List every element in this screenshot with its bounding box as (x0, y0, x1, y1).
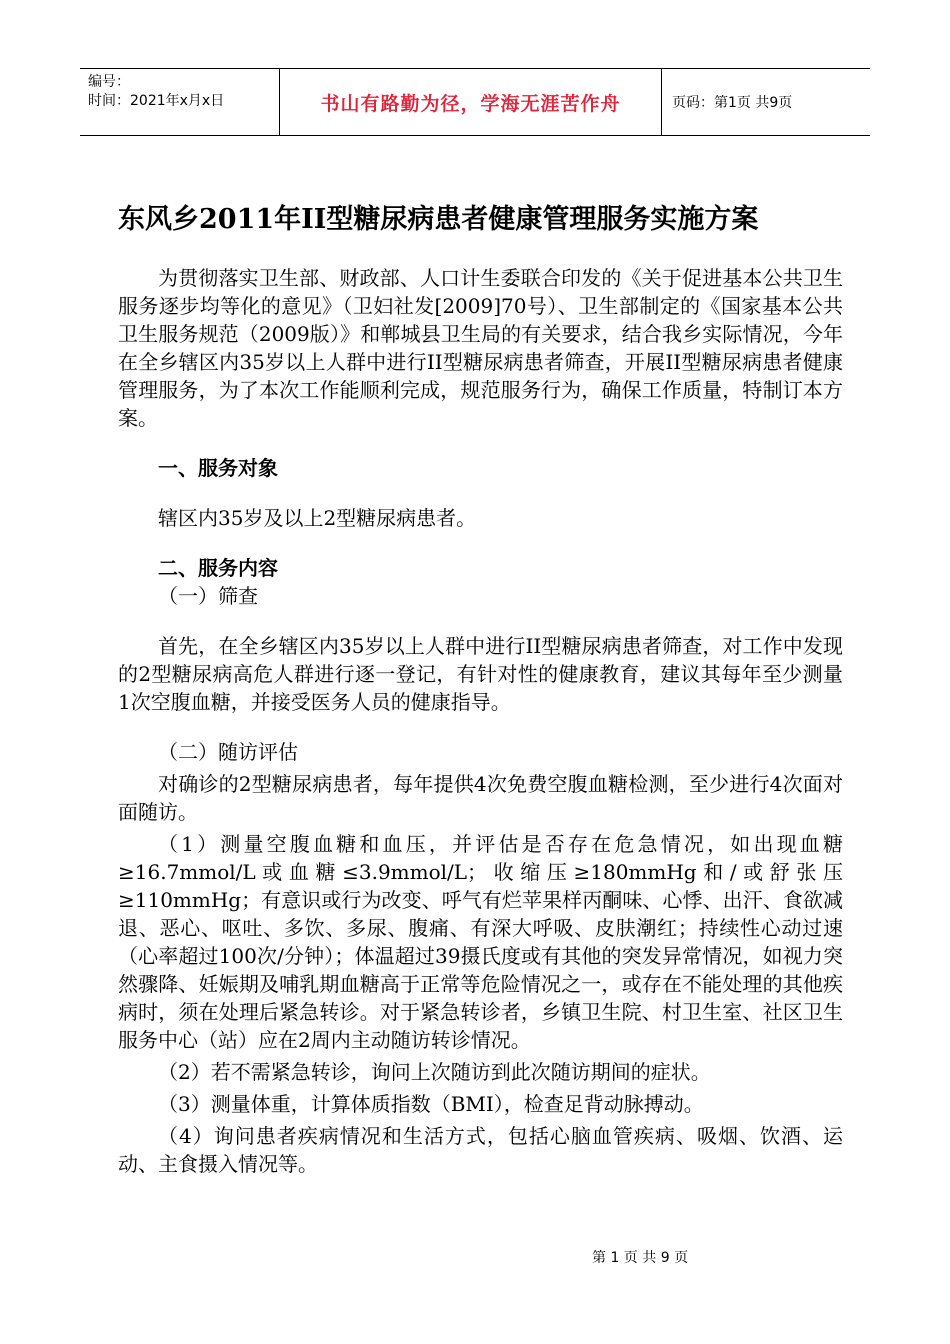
header-motto: 书山有路勤为径，学海无涯苦作舟 (280, 69, 662, 135)
header-meta (80, 69, 280, 135)
header-page-info: 页码：第1页 共9页 (672, 95, 793, 111)
page-header (80, 68, 870, 136)
followup-item-3: （3）测量体重，计算体质指数（BMI），检查足背动脉搏动。 (158, 1092, 704, 1116)
section-service-target-text: 辖区内35岁及以上2型糖尿病患者。 (158, 506, 477, 530)
section-heading-service-content: 二、服务内容 (158, 556, 278, 580)
screening-paragraph: 首先，在全乡辖区内35岁以上人群中进行II型糖尿病患者筛查，对工作中发现的2型糖尿病高危人群进行逐一登记，有针对性的健康教育，建议其每年至少测量1次空腹血糖，并接受医务人员的健康指导。 (118, 634, 843, 714)
document-title: 东风乡2011年II型糖尿病患者健康管理服务实施方案 (118, 204, 759, 235)
page-footer: 第 1 页 共 9 页 (592, 1250, 689, 1266)
followup-item-4: （4）询问患者疾病情况和生活方式，包括心脑血管疾病、吸烟、饮酒、运动、主食摄入情况等。 (118, 1124, 843, 1176)
followup-item-1: （1）测量空腹血糖和血压，并评估是否存在危急情况，如出现血糖≥16.7mmol/L或血糖≤3.9mmol/L；收缩压≥180mmHg和/或舒张压≥110mmHg；有意识或行为改变、呼气有烂苹果样丙酮味、心悸、出汗、食欲减退、恶心、呕吐、多饮、多尿、腹痛、有深大呼吸、皮肤潮红；持续性心动过速（心率超过100次/分钟）；体温超过39摄氏度或有其他的突发异常情况，如视力突然骤降、妊娠期及哺乳期血糖高于正常等危险情况之一，或存在不能处理的其他疾病时，须在处理后紧急转诊。对于紧急转诊者，乡镇卫生院、村卫生室、社区卫生服务中心（站）应在2周内主动随访转诊情况。 (118, 832, 843, 1052)
document-time-label: 时间：2021年x月x日 (88, 93, 225, 109)
document-body (118, 264, 843, 1178)
section-heading-service-target: 一、服务对象 (158, 456, 278, 480)
followup-paragraph: 对确诊的2型糖尿病患者，每年提供4次免费空腹血糖检测，至少进行4次面对面随访。 (118, 772, 843, 824)
subsection-heading-screening: （一）筛查 (158, 584, 258, 608)
followup-item-2: （2）若不需紧急转诊，询问上次随访到此次随访期间的症状。 (158, 1060, 711, 1084)
intro-paragraph: 为贯彻落实卫生部、财政部、人口计生委联合印发的《关于促进基本公共卫生服务逐步均等化的意见》（卫妇社发[2009]70号）、卫生部制定的《国家基本公共卫生服务规范（2009版）》和郸城县卫生局的有关要求，结合我乡实际情况，今年在全乡辖区内35岁以上人群中进行II型糖尿病患者筛查，开展II型糖尿病患者健康管理服务，为了本次工作能顺利完成，规范服务行为，确保工作质量，特制订本方案。 (118, 266, 843, 430)
subsection-heading-followup: （二）随访评估 (158, 740, 298, 764)
document-number-label: 编号： (88, 74, 130, 90)
